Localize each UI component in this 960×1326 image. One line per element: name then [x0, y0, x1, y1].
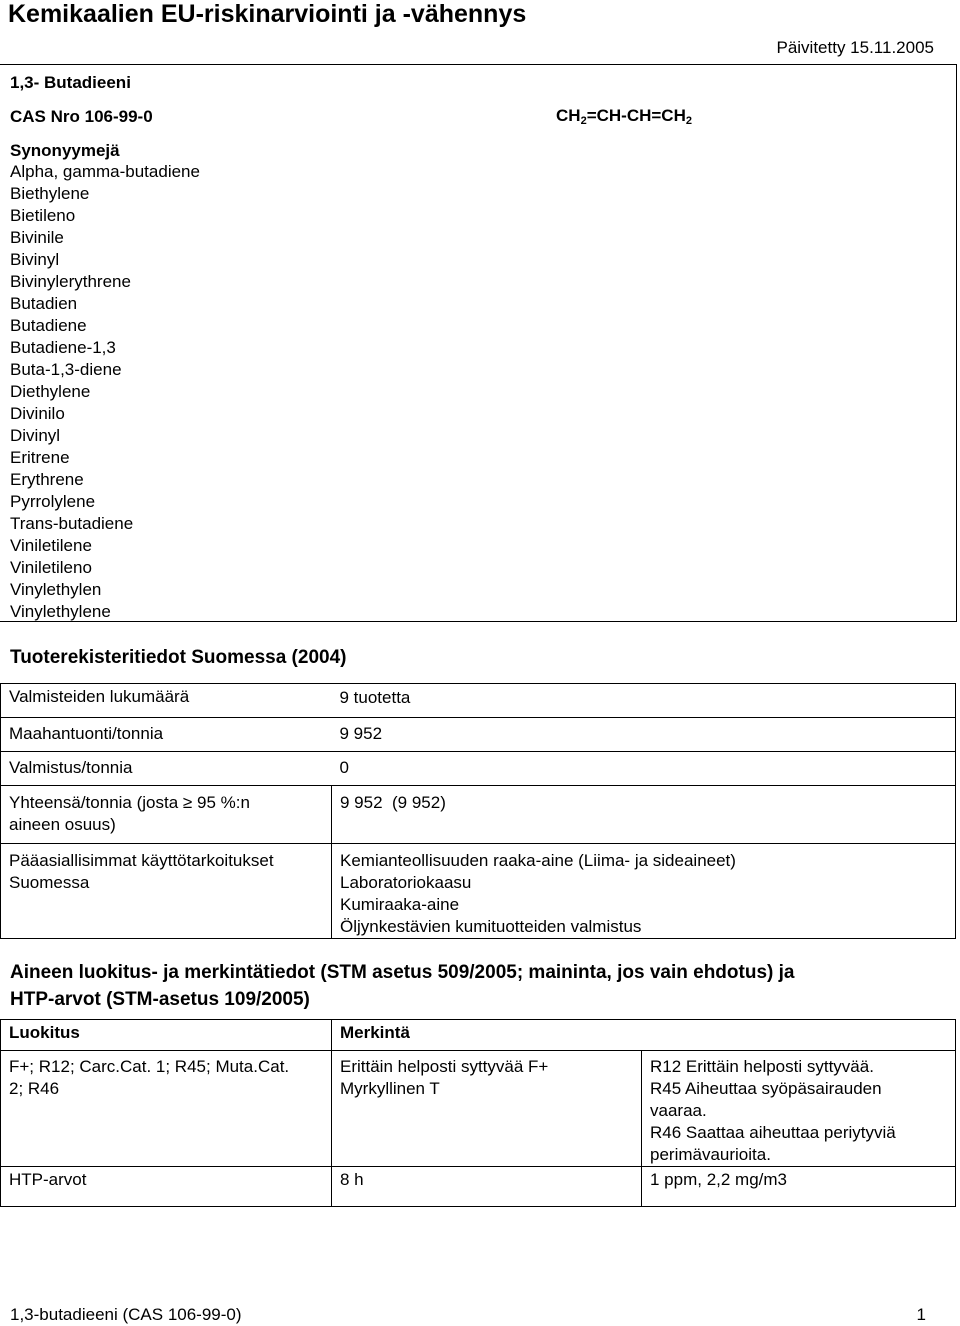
table-cell-label: Valmistus/tonnia: [1, 752, 332, 786]
synonym-item: Trans-butadiene: [10, 514, 134, 533]
table-cell-label: Pääasiallisimmat käyttötarkoitukset Suomessa: [1, 844, 332, 939]
synonym-item: Butadien: [10, 294, 78, 313]
table-row: [1, 752, 956, 786]
synonym-item: Vinylethylen: [10, 580, 102, 599]
r-phrases-cell: R12 Erittäin helposti syttyvää. R45 Aiheuttaa syöpäsairauden vaaraa. R46 Saattaa aiheuttaa periytyviä perimävaurioita.: [642, 1051, 956, 1167]
use-item: Kemianteollisuuden raaka-aine (Liima- ja sideaineet): [340, 851, 736, 870]
table-cell-value: [332, 844, 956, 939]
classification-heading: Aineen luokitus- ja merkintätiedot (STM asetus 509/2005; maininta, jos vain ehdotus) ja HTP-arvot (STM-asetus 109/2005): [10, 962, 795, 1010]
synonym-item: Bivinile: [10, 228, 64, 247]
table-cell-value: 9 952: [332, 718, 956, 752]
marking-cell: Erittäin helposti syttyvää F+ Myrkyllinen T: [332, 1051, 642, 1167]
table-row: [1, 844, 956, 939]
table-row: [1, 718, 956, 752]
table-header-merkinta: Merkintä: [332, 1020, 956, 1051]
synonyms-list: [10, 161, 200, 623]
table-row: [1, 684, 956, 718]
page-title: Kemikaalien EU-riskinarviointi ja -vähennys: [8, 0, 527, 28]
synonym-item: Viniletileno: [10, 558, 92, 577]
table-cell-label: Valmisteiden lukumäärä: [1, 684, 332, 718]
synonym-item: Divinilo: [10, 404, 65, 423]
table-row: [1, 1167, 956, 1207]
table-cell-label: Maahantuonti/tonnia: [1, 718, 332, 752]
table-cell-value: 9 952 (9 952): [332, 786, 956, 844]
table-cell-label: Yhteensä/tonnia (josta ≥ 95 %:n aineen osuus): [1, 786, 332, 844]
table-cell-value: 9 tuotetta: [332, 684, 956, 718]
use-item: Laboratoriokaasu: [340, 873, 472, 892]
htp-value-cell: 1 ppm, 2,2 mg/m3: [642, 1167, 956, 1207]
synonym-item: Diethylene: [10, 382, 91, 401]
use-item: Kumiraaka-aine: [340, 895, 460, 914]
table-row: [1, 1051, 956, 1167]
greater-equal-symbol: ≥: [182, 793, 193, 812]
table-header-luokitus: Luokitus: [1, 1020, 332, 1051]
synonyms-heading: Synonyymejä: [10, 141, 120, 160]
synonym-item: Butadiene: [10, 316, 87, 335]
updated-date: Päivitetty 15.11.2005: [776, 38, 934, 57]
synonym-item: Buta-1,3-diene: [10, 360, 122, 379]
table-row: [1, 786, 956, 844]
synonym-item: Alpha, gamma-butadiene: [10, 162, 200, 181]
footer-text: 1,3-butadieeni (CAS 106-99-0): [10, 1305, 242, 1324]
synonym-item: Bietileno: [10, 206, 76, 225]
synonym-item: Eritrene: [10, 448, 70, 467]
synonym-item: Pyrrolylene: [10, 492, 96, 511]
cas-number: CAS Nro 106-99-0: [10, 107, 153, 126]
use-item: Öljynkestävien kumituotteiden valmistus: [340, 917, 642, 936]
synonym-item: Biethylene: [10, 184, 90, 203]
synonym-item: Bivinylerythrene: [10, 272, 131, 291]
synonym-item: Erythrene: [10, 470, 84, 489]
synonym-item: Butadiene-1,3: [10, 338, 116, 357]
table-row: [1, 1020, 956, 1051]
classification-table: [0, 1019, 956, 1207]
classification-cell: F+; R12; Carc.Cat. 1; R45; Muta.Cat. 2; R46: [1, 1051, 332, 1167]
htp-label-cell: HTP-arvot: [1, 1167, 332, 1207]
synonym-item: Viniletilene: [10, 536, 92, 555]
htp-time-cell: 8 h: [332, 1167, 642, 1207]
table-cell-value: 0: [332, 752, 956, 786]
product-register-table: [0, 683, 956, 939]
synonym-item: Divinyl: [10, 426, 61, 445]
synonym-item: Vinylethylene: [10, 602, 111, 621]
product-register-heading: Tuoterekisteritiedot Suomessa (2004): [10, 647, 347, 668]
chemical-formula: $CH_2=CH-CH=CH_2$: [556, 106, 692, 127]
page-number: 1: [916, 1305, 926, 1324]
substance-name: 1,3- Butadieeni: [10, 73, 131, 92]
synonym-item: Bivinyl: [10, 250, 60, 269]
